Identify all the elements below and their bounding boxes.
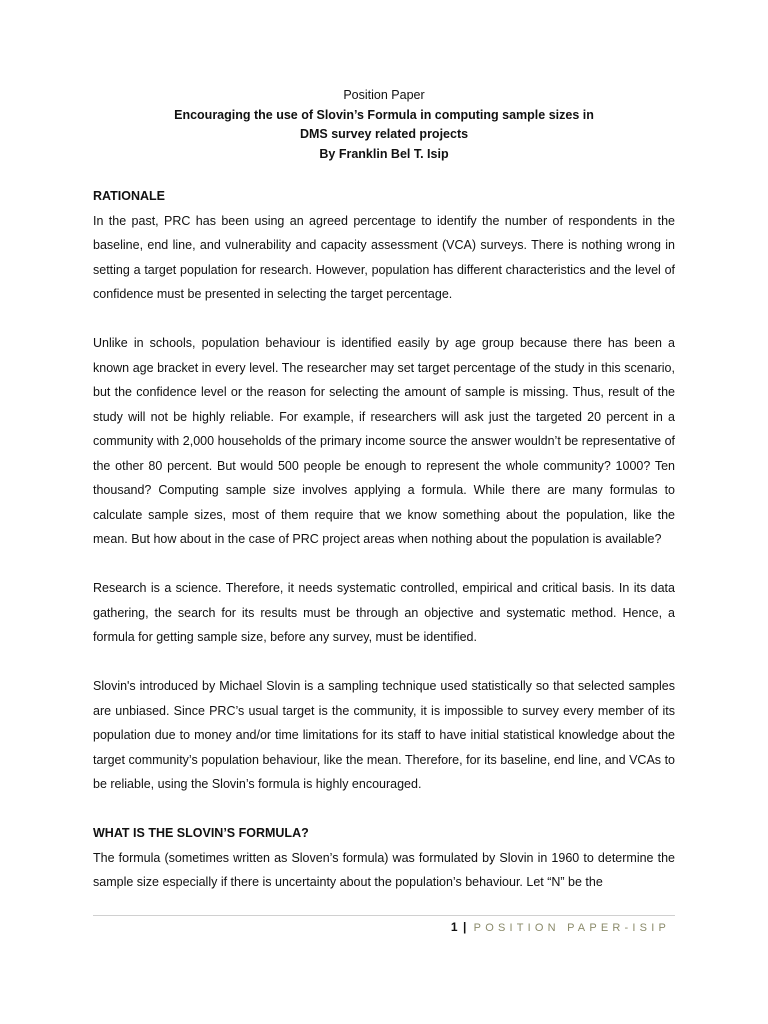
paragraph-gap [93, 552, 675, 577]
paragraph-2: Unlike in schools, population behaviour is identified easily by age group because there has been a known age bracket in every level. The researcher may set target percentage of the study in this scenario, but the confidence level or the reason for selecting the amount of sample is missing. Thus, result of the study will not be highly reliable. For example, if researchers will ask just the targeted 20 percent in a community with 2,000 households of the primary income source the answer wouldn’t be representative of the other 80 percent. But would 500 people be enough to represent the whole community? 1000? Ten thousand? Computing sample size involves applying a formula. While there are many formulas to calculate sample sizes, most of them require that we know something about the population, like the mean. But how about in the case of PRC project areas when nothing about the population is available? [93, 336, 675, 546]
title-block [93, 86, 675, 164]
document-body [93, 184, 675, 895]
paragraph-gap [93, 650, 675, 675]
footer-divider [93, 915, 675, 916]
paragraph-gap [93, 797, 675, 822]
document-title-line-1: Encouraging the use of Slovin’s Formula in computing sample sizes in [174, 107, 594, 122]
document-title-line-2: DMS survey related projects [299, 127, 469, 141]
footer-text: POSITION PAPER-ISIP [473, 922, 670, 934]
page-footer [451, 918, 670, 937]
paragraph-3: Research is a science. Therefore, it needs systematic controlled, empirical and critical basis. In its data gathering, the search for its results must be through an objective and systematic method. Hence, a formula for getting sample size, before any survey, must be identified. [93, 581, 675, 644]
rationale-heading: RATIONALE [93, 189, 165, 203]
formula-heading: WHAT IS THE SLOVIN’S FORMULA? [93, 826, 309, 840]
paragraph-4: Slovin's introduced by Michael Slovin is a sampling technique used statistically so that selected samples are unbiased. Since PRC’s usual target is the community, it is impossible to survey every member of its population due to money and/or time limitations for its staff to have initial statistical knowledge about the target community’s population behaviour, like the mean. Therefore, for its baseline, end line, and VCAs to be reliable, using the Slovin’s formula is highly encouraged. [93, 679, 675, 791]
paragraph-gap [93, 307, 675, 332]
paragraph-1: In the past, PRC has been using an agreed percentage to identify the number of respondents in the baseline, end line, and vulnerability and capacity assessment (VCA) surveys. There is nothing wrong in setting a target population for research. However, population has different characteristics and the level of confidence must be presented in selecting the target percentage. [93, 213, 675, 301]
document-type: Position Paper [343, 88, 425, 102]
page-number: 1 [450, 920, 458, 934]
footer-separator: | [462, 920, 467, 934]
paragraph-5: The formula (sometimes written as Sloven’s formula) was formulated by Slovin in 1960 to determine the sample size especially if there is uncertainty about the population’s behaviour. Let “N” be the [93, 850, 675, 889]
document-author: By Franklin Bel T. Isip [319, 146, 449, 161]
